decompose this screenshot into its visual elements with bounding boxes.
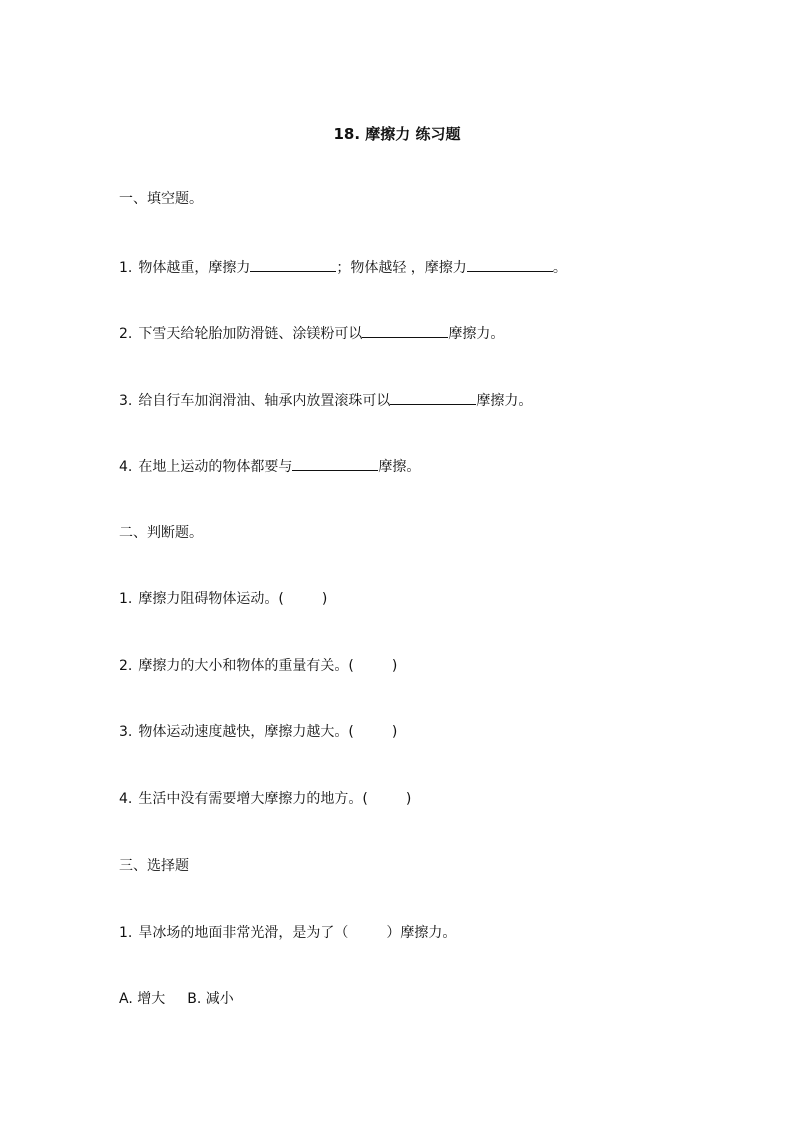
question-text: 旱冰场的地面非常光滑，是为了（ xyxy=(138,925,349,941)
answer-blank[interactable] xyxy=(250,257,336,272)
judge-question-3 xyxy=(119,722,397,742)
question-text: 。 xyxy=(552,260,567,276)
judge-question-4 xyxy=(119,789,411,809)
question-number: 4. xyxy=(119,459,133,475)
question-text: 摩擦。 xyxy=(378,459,421,475)
close-paren: ) xyxy=(405,791,412,807)
question-number: 3. xyxy=(119,724,133,740)
choice-options xyxy=(119,989,234,1009)
section-heading-fill-blank: 一、填空题。 xyxy=(119,191,203,207)
choice-question-1 xyxy=(119,923,456,943)
question-number: 1. xyxy=(119,260,133,276)
question-text: 下雪天给轮胎加防滑链、涂镁粉可以 xyxy=(138,326,363,342)
answer-blank[interactable] xyxy=(362,323,448,338)
section-heading-multiple-choice: 三、选择题 xyxy=(119,858,189,874)
question-number: 2. xyxy=(119,658,133,674)
question-text: ；物体越轻 ，摩擦力 xyxy=(336,260,467,276)
question-text: 物体越重，摩擦力 xyxy=(138,260,251,276)
question-number: 4. xyxy=(119,791,133,807)
question-text: ）摩擦力。 xyxy=(386,925,457,941)
question-text: 生活中没有需要增大摩擦力的地方。( xyxy=(138,791,368,807)
question-number: 1. xyxy=(119,591,133,607)
answer-blank[interactable] xyxy=(467,257,553,272)
answer-blank[interactable] xyxy=(292,456,378,471)
question-text: 物体运动速度越快，摩擦力越大。( xyxy=(138,724,354,740)
page-title: 18. 摩擦力 练习题 xyxy=(333,125,461,143)
question-text: 在地上运动的物体都要与 xyxy=(138,459,293,475)
fill-question-2 xyxy=(119,323,504,344)
close-paren: ) xyxy=(391,658,398,674)
section-heading-true-false: 二、判断题。 xyxy=(119,525,203,541)
question-number: 3. xyxy=(119,393,133,409)
judge-question-2 xyxy=(119,656,397,676)
option-a[interactable]: A. 增大 xyxy=(119,991,166,1007)
fill-question-4 xyxy=(119,456,420,477)
answer-blank[interactable] xyxy=(390,390,476,405)
question-text: 摩擦力的大小和物体的重量有关。( xyxy=(138,658,354,674)
question-number: 2. xyxy=(119,326,133,342)
option-b[interactable]: B. 减小 xyxy=(187,991,234,1007)
question-text: 给自行车加润滑油、轴承内放置滚珠可以 xyxy=(138,393,391,409)
question-text: 摩擦力。 xyxy=(448,326,505,342)
judge-question-1 xyxy=(119,589,327,609)
close-paren: ) xyxy=(321,591,328,607)
question-text: 摩擦力。 xyxy=(476,393,533,409)
fill-question-3 xyxy=(119,390,532,411)
close-paren: ) xyxy=(391,724,398,740)
question-number: 1. xyxy=(119,925,133,941)
question-text: 摩擦力阻碍物体运动。( xyxy=(138,591,284,607)
fill-question-1 xyxy=(119,257,567,278)
